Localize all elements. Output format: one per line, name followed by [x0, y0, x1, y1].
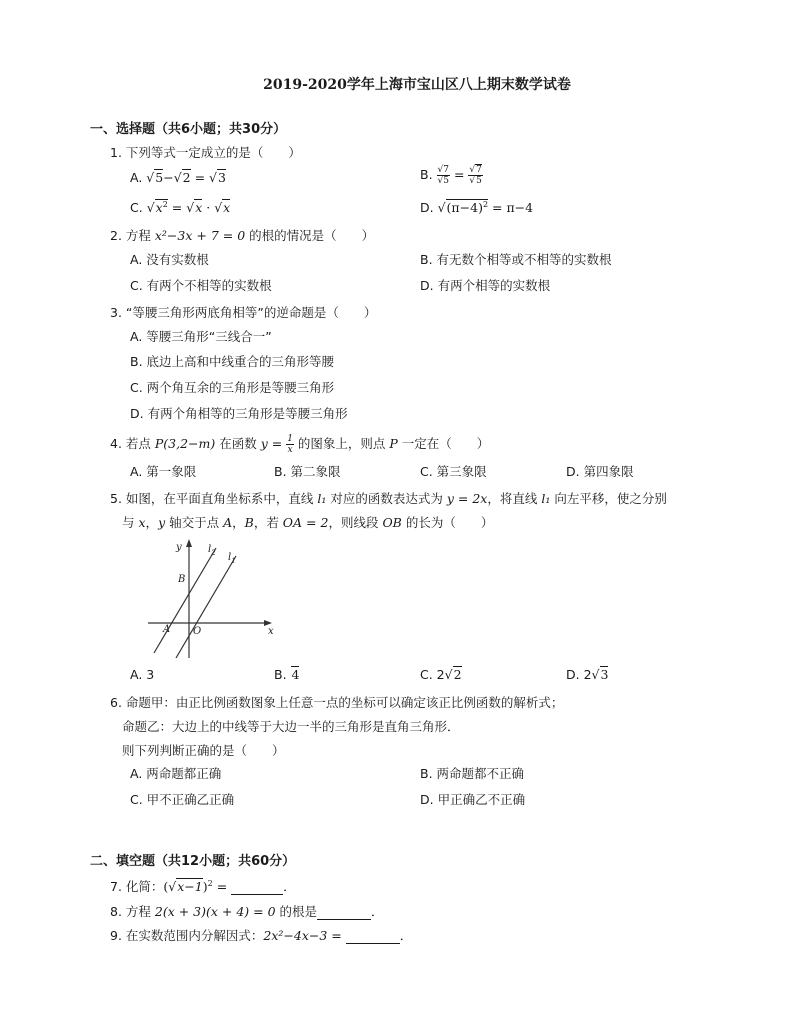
question-5-option-a: A. 3 [130, 667, 155, 682]
question-5-option-d: D. 2√3 [566, 667, 609, 682]
question-4-option-a: A. 第一象限 [130, 464, 197, 479]
question-2-option-a: A. 没有实数根 [130, 252, 209, 267]
question-3-option-c: C. 两个角互余的三角形是等腰三角形 [130, 380, 335, 395]
question-3-option-d: D. 有两个角相等的三角形是等腰三角形 [130, 406, 348, 421]
question-7: 7. 化简：$(√x-1)^2$ = ． [110, 878, 296, 894]
question-5-figure [140, 536, 280, 660]
question-4-option-c: C. 第三象限 [420, 464, 487, 479]
question-5-line-1: 5. 如图，在平面直角坐标系中，直线 l₁ 对应的函数表达式为 y = 2x，将直线 l₁ 向左平移，使之分别 [110, 491, 667, 506]
answer-blank [317, 919, 371, 920]
line-l2-label: $l_2$ [208, 544, 216, 557]
question-3-option-b: B. 底边上高和中线重合的三角形等腰 [130, 354, 335, 369]
question-1-stem: 1. 下列等式一定成立的是（ ） [110, 145, 301, 160]
section-heading-choice: 一、选择题（共6小题；共30分） [90, 122, 287, 137]
question-5-line-2: 与 x，y 轴交于点 A，B，若 OA = 2，则线段 OB 的长为（ ） [122, 515, 494, 530]
question-5-option-b: B. 4 [274, 667, 300, 682]
question-4-option-d: D. 第四象限 [566, 464, 634, 479]
question-2-stem: 2. 方程 x²−3x + 7 = 0 的根的情况是（ ） [110, 228, 375, 243]
question-8: 8. 方程 2(x + 3)(x + 4) = 0 的根是 ． [110, 904, 384, 919]
question-4-stem: 4. 若点 P(3,2−m) 在函数 y = $\frac{1}{x}$ 的图象上，则点 P 一定在（ ） [110, 434, 490, 455]
question-2-option-c: C. 有两个不相等的实数根 [130, 278, 272, 293]
point-a-label: A [163, 624, 171, 635]
option-label: B. [420, 167, 437, 182]
question-6-option-b: B. 两命题都不正确 [420, 766, 525, 781]
question-9: 9. 在实数范围内分解因式：2x²−4x−3 = ． [110, 928, 413, 943]
answer-blank [231, 894, 283, 895]
question-3-option-a: A. 等腰三角形“三线合一” [130, 329, 272, 344]
answer-blank [346, 943, 400, 944]
question-4-option-b: B. 第二象限 [274, 464, 341, 479]
option-label: C. [130, 200, 147, 216]
question-1-option-d: D. $√(\pi-4)^2 = \pi-4$ [420, 200, 534, 216]
line-l2 [154, 548, 216, 653]
question-6-line-1: 6. 命题甲：由正比例函数图象上任意一点的坐标可以确定该正比例函数的解析式； [110, 695, 564, 710]
line-l1 [176, 556, 236, 658]
origin-label: O [193, 626, 202, 637]
x-axis-label: x [268, 626, 274, 637]
question-5-option-c: C. 2√2 [420, 667, 462, 682]
question-6-line-3: 则下列判断正确的是（ ） [122, 743, 285, 758]
question-6-option-a: A. 两命题都正确 [130, 766, 222, 781]
question-6-line-2: 命题乙：大边上的中线等于大边一半的三角形是直角三角形． [122, 719, 460, 734]
option-label: D. [420, 200, 438, 216]
question-2-option-b: B. 有无数个相等或不相等的实数根 [420, 252, 612, 267]
question-6-option-d: D. 甲正确乙不正确 [420, 792, 526, 807]
section-heading-fill: 二、填空题（共12小题；共60分） [90, 854, 296, 869]
line-l1-label: $l_1$ [228, 552, 236, 565]
point-b-label: B [178, 574, 186, 585]
question-1-option-b: B. $\frac{√7}{√5}$ = $\frac{√7}{√5}$ [420, 165, 482, 186]
y-axis-arrow [186, 539, 192, 547]
y-axis-label: y [176, 542, 182, 553]
page-title: 2019-2020学年上海市宝山区八上期末数学试卷 [263, 77, 571, 93]
option-label: A. [130, 170, 147, 185]
question-6-option-c: C. 甲不正确乙正确 [130, 792, 235, 807]
question-1-option-a: A. √5−√2 = √3 [130, 170, 226, 185]
question-2-option-d: D. 有两个相等的实数根 [420, 278, 551, 293]
question-1-option-c: C. $√x^2 = √x \cdot √x$ [130, 200, 231, 216]
question-3-stem: 3. “等腰三角形两底角相等”的逆命题是（ ） [110, 305, 377, 320]
